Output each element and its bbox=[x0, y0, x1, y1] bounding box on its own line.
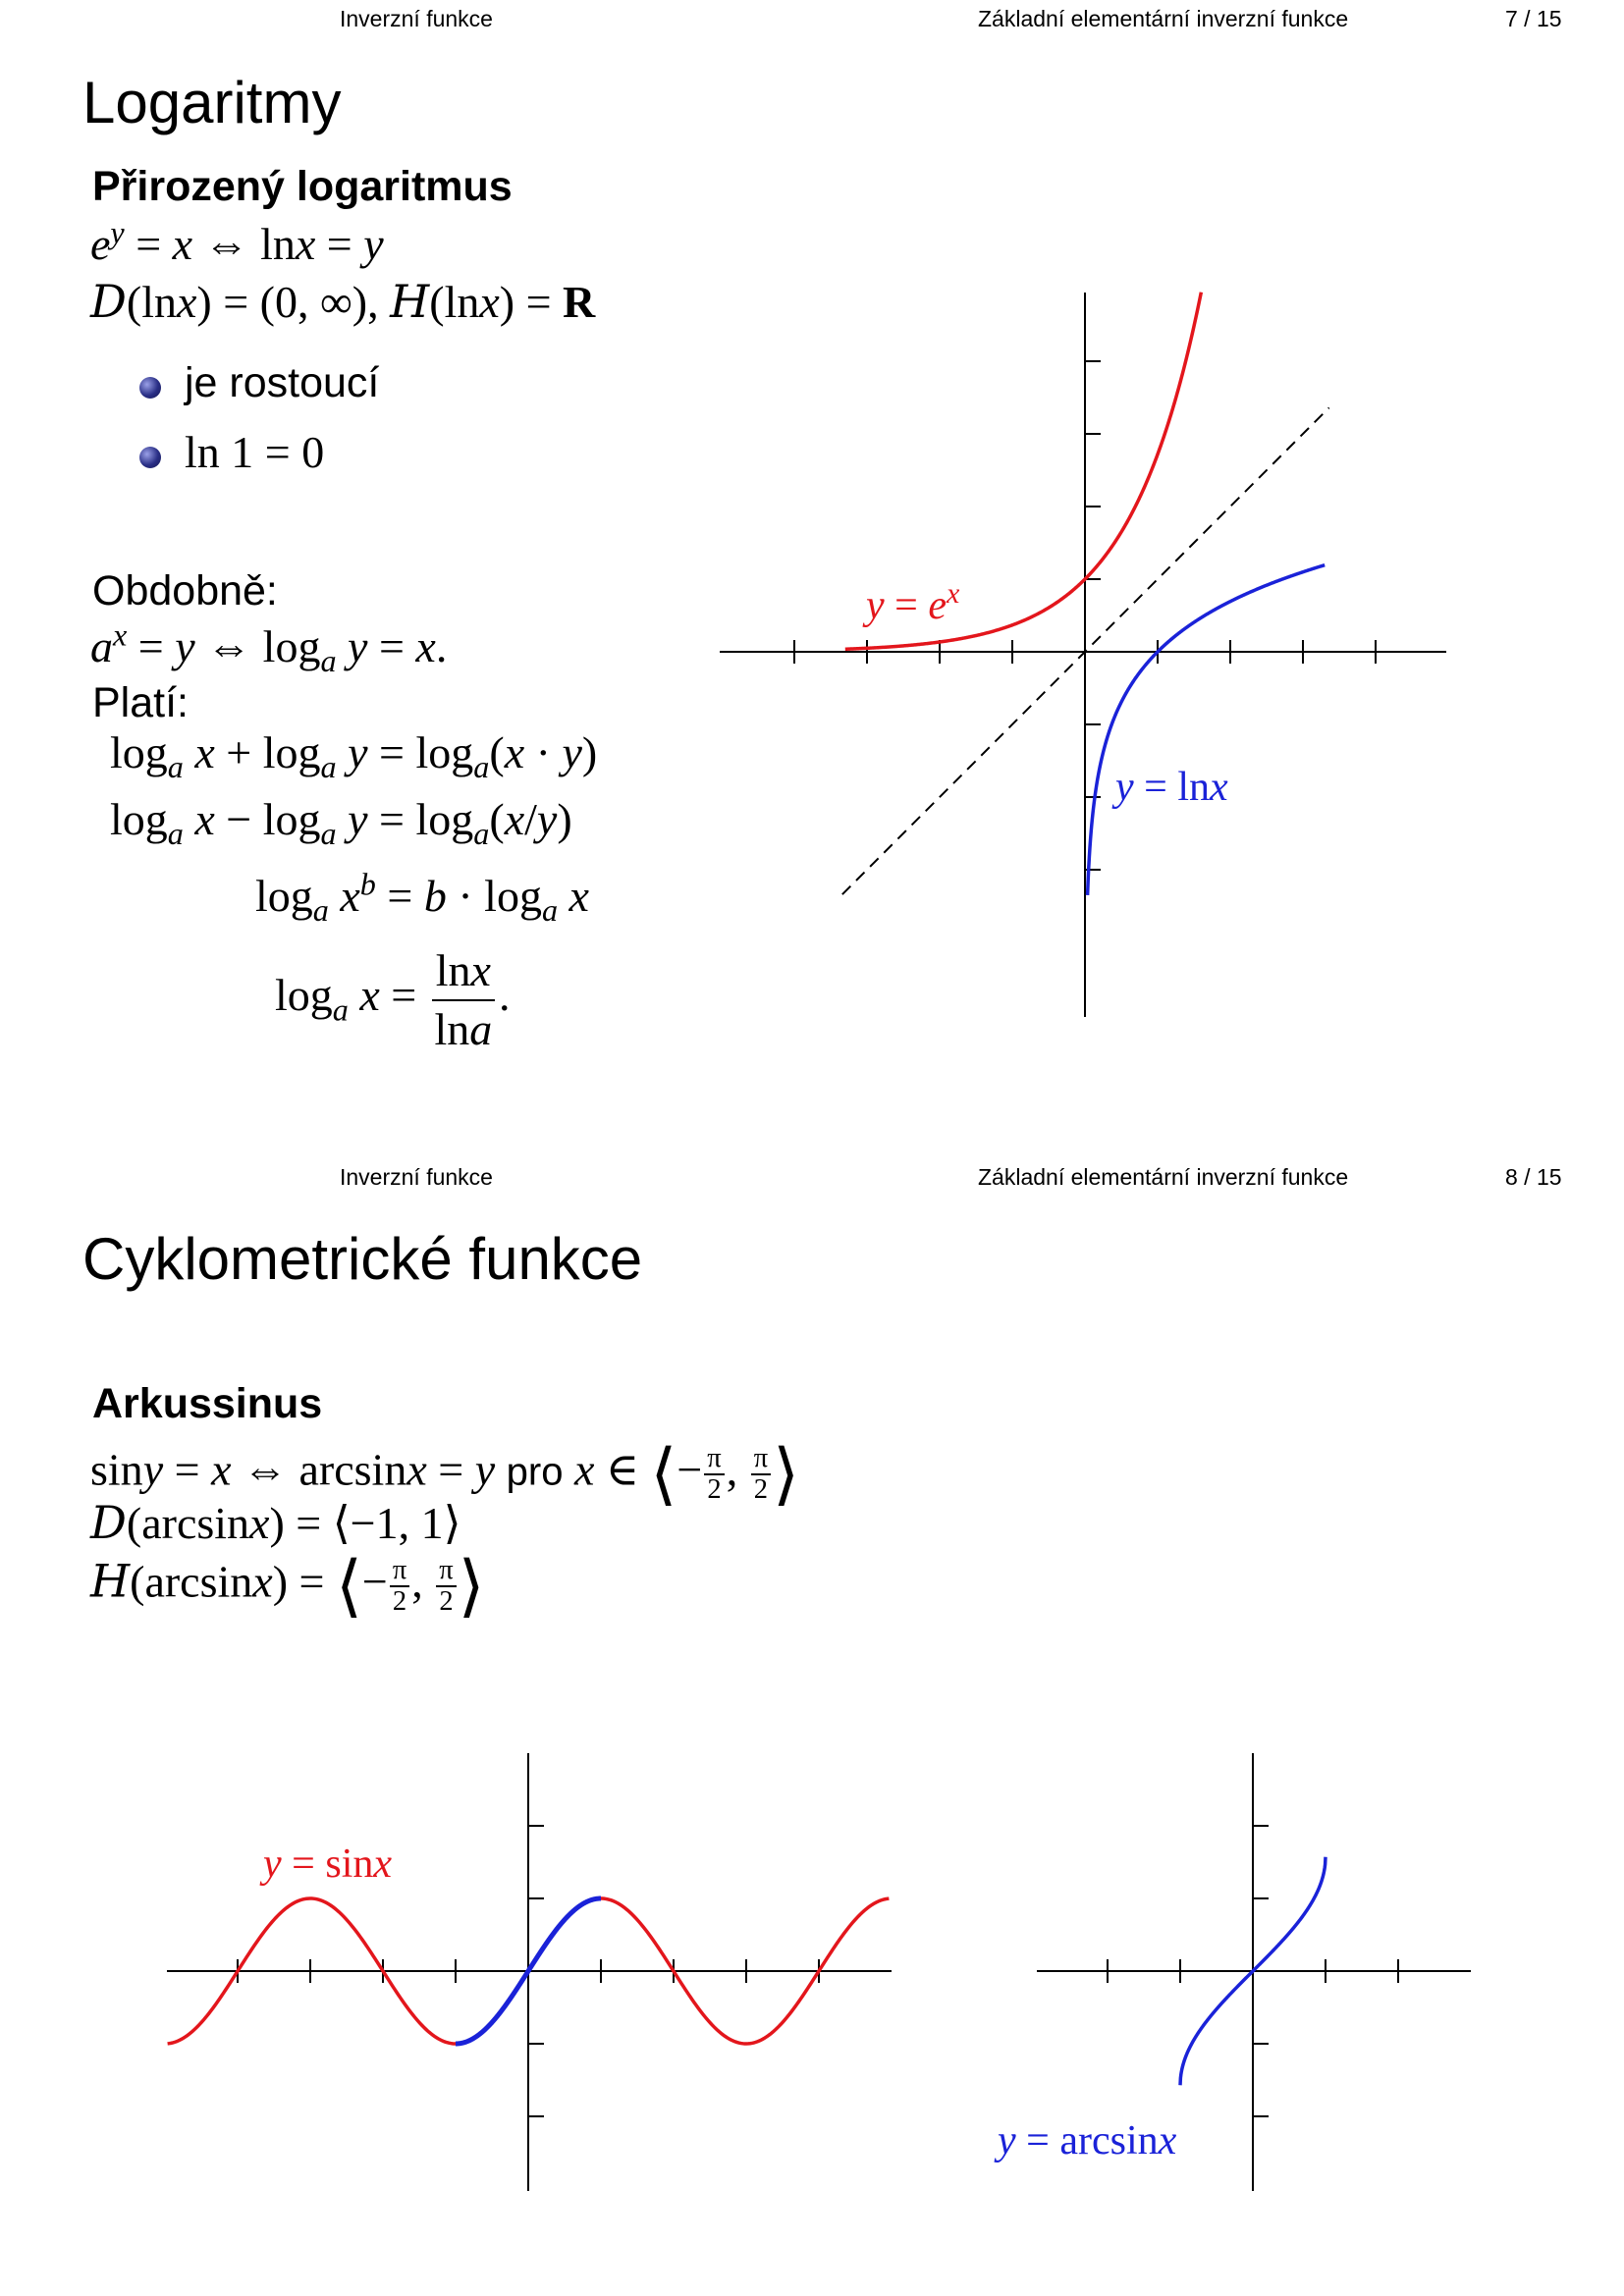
header-section-left: Inverzní funkce bbox=[340, 6, 493, 31]
bullet-item: je rostoucí bbox=[185, 359, 380, 406]
sine-graph bbox=[157, 1747, 903, 2199]
log-rule-change-of-base: $\log_a x$ = $\frac{\ln x}{\ln a}$ . bbox=[275, 942, 510, 1057]
bullet-icon bbox=[139, 377, 161, 399]
slide-title: Logaritmy bbox=[82, 70, 342, 135]
header-page-number: 8 / 15 bbox=[1505, 1164, 1562, 1190]
bullet-icon bbox=[139, 447, 161, 468]
header-page-number: 7 / 15 bbox=[1505, 6, 1562, 31]
arcsin-range: H(arcsinx) = ⟨− $\frac{\pi}{2}$ , $\frac{\pi}{2}$ ⟩ bbox=[90, 1549, 485, 1624]
log-exp-graph bbox=[687, 265, 1473, 1031]
general-log-definition: $a^x = y$ ⇔ $\log_a y = x$. bbox=[90, 616, 448, 679]
similarly-label: Obdobně: bbox=[92, 567, 278, 614]
arcsin-domain: D(arcsinx) = ⟨−1, 1⟩ bbox=[90, 1496, 461, 1549]
definition-equation: $e^y = x$ ⇔ lnx = y bbox=[90, 214, 384, 269]
header-section-center: Základní elementární inverzní funkce bbox=[978, 1164, 1349, 1190]
holds-label: Platí: bbox=[92, 679, 189, 726]
header-section-center: Základní elementární inverzní funkce bbox=[978, 6, 1349, 31]
log-rule-quotient: $\log_a x - \log_a y = \log_a(x/y)$ bbox=[110, 794, 572, 852]
arcsin-curve-label: y = arcsinx bbox=[998, 2118, 1177, 2163]
exp-curve-label: $y = e^x$ bbox=[866, 577, 960, 628]
domain-range-equation: D(lnx) = (0, ∞), H(lnx) = R bbox=[90, 275, 596, 328]
log-rule-product: $\log_a x + \log_a y = \log_a(x \cdot y)$ bbox=[110, 727, 598, 785]
bullet-item-ln1: ln 1 = 0 bbox=[185, 427, 325, 477]
log-rule-power: $\log_a x^b = b \cdot \log_a x$ bbox=[255, 866, 589, 929]
section-heading: Přirozený logaritmus bbox=[92, 163, 513, 210]
ln-curve-label: y = lnx bbox=[1115, 765, 1228, 810]
arcsin-graph bbox=[998, 1747, 1492, 2199]
arcsin-definition: siny = x ⇔ arcsinx = y pro x ∈ ⟨− $\frac{\pi}{2}$ , $\frac{\pi}{2}$ ⟩ bbox=[90, 1437, 800, 1512]
sine-curve-label: y = sinx bbox=[263, 1842, 393, 1887]
section-heading: Arkussinus bbox=[92, 1380, 323, 1427]
header-section-left: Inverzní funkce bbox=[340, 1164, 493, 1190]
slide-title: Cyklometrické funkce bbox=[82, 1226, 643, 1292]
